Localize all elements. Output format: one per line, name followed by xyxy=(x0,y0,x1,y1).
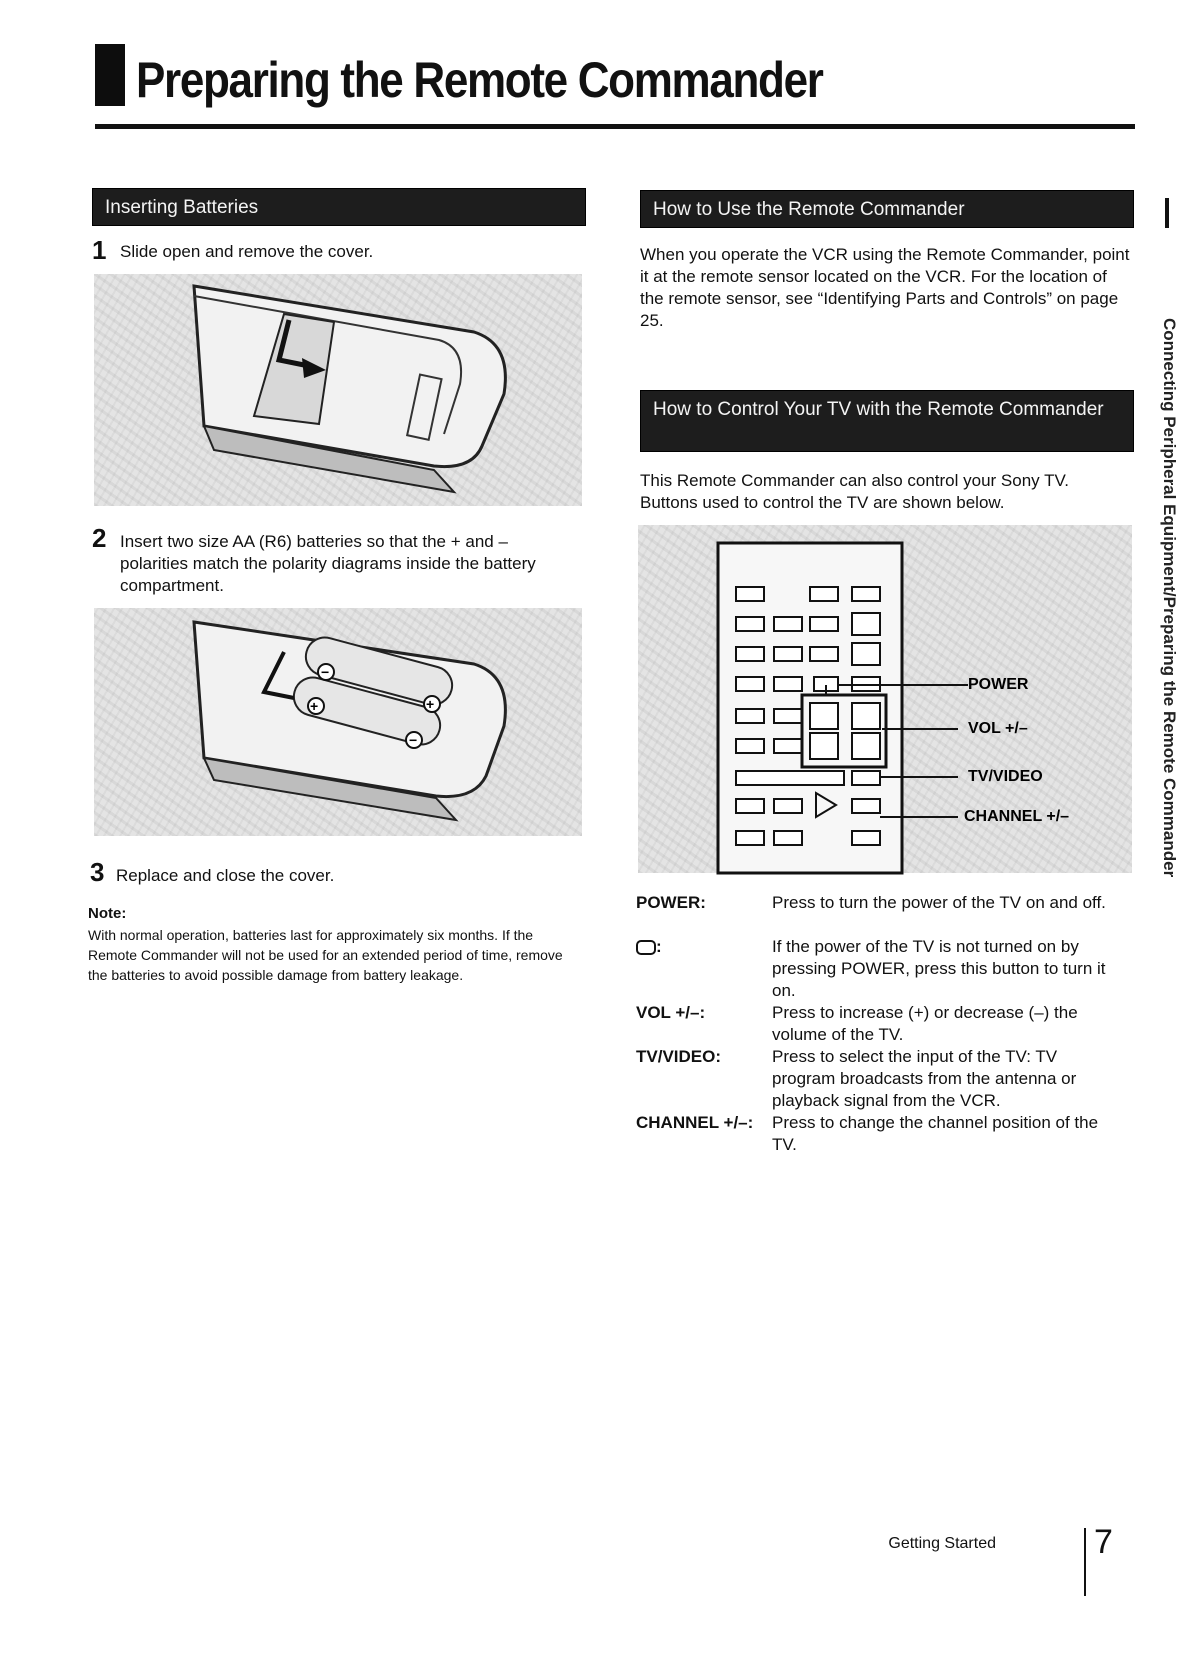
control-tv-body: This Remote Commander can also control your Sony TV. Buttons used to control the TV are shown below. xyxy=(640,471,1069,512)
standby-button-icon xyxy=(636,940,656,955)
remote-diagram xyxy=(638,525,1132,873)
definition-term: VOL +/–: xyxy=(636,1003,706,1022)
definition-term: CHANNEL +/–: xyxy=(636,1113,754,1132)
diagram-label-tvvideo: TV/VIDEO xyxy=(968,768,1043,785)
section-heading-inserting-batteries: Inserting Batteries xyxy=(92,188,586,226)
note-title: Note: xyxy=(88,905,127,922)
footer-section-label: Getting Started xyxy=(888,1535,996,1552)
definition-term: TV/VIDEO: xyxy=(636,1047,722,1066)
step-2-number: 2 xyxy=(92,523,107,553)
side-tab-text: Connecting Peripheral Equipment/Preparing the Remote Commander xyxy=(1160,318,1179,878)
page-number: 7 xyxy=(1094,1523,1113,1561)
note-text: With normal operation, batteries last for approximately six months. If the Remote Commander will not be used for an extended period of time, remove the batteries to avoid possible damage from battery leakage. xyxy=(88,927,563,983)
illustration-remove-cover xyxy=(94,274,582,506)
footer-separator xyxy=(1084,1528,1086,1596)
svg-text:−: − xyxy=(321,664,330,680)
button-definitions xyxy=(636,892,1136,1162)
diagram-label-vol: VOL +/– xyxy=(968,720,1028,737)
chapter-side-tab xyxy=(1160,198,1179,878)
definition-desc: If the power of the TV is not turned on by pressing POWER, press this button to turn it on. xyxy=(772,937,1106,1000)
diagram-label-power: POWER xyxy=(968,676,1029,693)
svg-text:+: + xyxy=(426,696,435,712)
definition-desc: Press to turn the power of the TV on and off. xyxy=(772,893,1106,912)
definition-desc: Press to increase (+) or decrease (–) the volume of the TV. xyxy=(772,1003,1078,1044)
diagram-label-channel: CHANNEL +/– xyxy=(964,808,1070,825)
step-2-text: Insert two size AA (R6) batteries so that the + and – polarities match the polarity diagrams inside the battery compartment. xyxy=(120,532,536,595)
title-marker-bar xyxy=(95,44,125,106)
step-1-number: 1 xyxy=(92,235,107,265)
definition-term: : xyxy=(656,937,662,956)
step-1-text: Slide open and remove the cover. xyxy=(120,242,374,261)
svg-text:−: − xyxy=(409,732,418,748)
definition-desc: Press to select the input of the TV: TV program broadcasts from the antenna or playback signal from the VCR. xyxy=(772,1047,1077,1110)
definition-term: POWER: xyxy=(636,893,706,912)
svg-text:+: + xyxy=(310,698,319,714)
step-3-number: 3 xyxy=(90,857,105,887)
title-rule xyxy=(95,124,1135,129)
step-3-text: Replace and close the cover. xyxy=(116,866,335,885)
illustration-insert-batteries xyxy=(94,608,582,836)
how-to-use-body: When you operate the VCR using the Remote Commander, point it at the remote sensor located on the VCR. For the location of the remote sensor, see “Identifying Parts and Controls” on page 25. xyxy=(640,245,1130,330)
definition-desc: Press to change the channel position of the TV. xyxy=(772,1113,1099,1154)
side-tab-bar xyxy=(1165,198,1169,228)
page-title: Preparing the Remote Commander xyxy=(136,52,823,108)
section-heading-control-tv: How to Control Your TV with the Remote Commander xyxy=(640,390,1134,452)
section-heading-how-to-use: How to Use the Remote Commander xyxy=(640,190,1134,228)
